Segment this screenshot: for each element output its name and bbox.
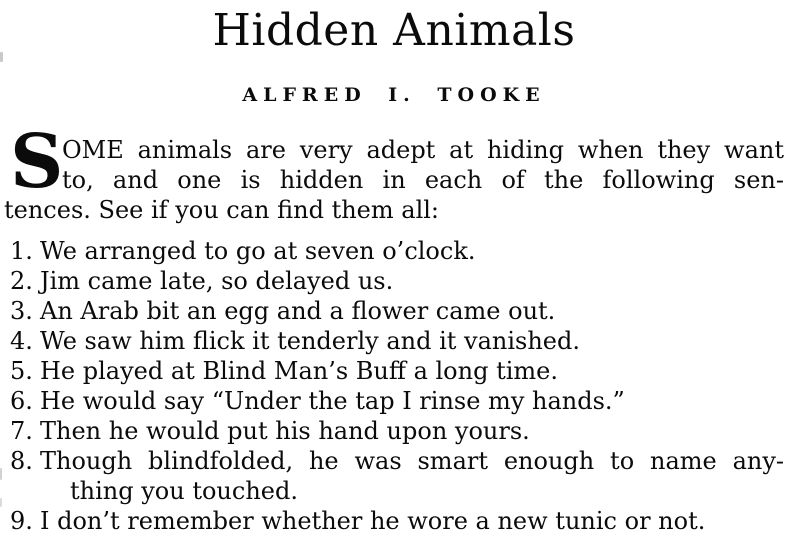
scan-artifact — [0, 498, 2, 507]
list-item — [4, 326, 784, 356]
item-number: 8. — [10, 447, 33, 475]
author-byline: ALFRED I. TOOKE — [242, 84, 546, 106]
intro-line-2: to, and one is hidden in each of the following sen- — [62, 166, 784, 194]
item-number: 3. — [10, 297, 33, 325]
intro-paragraph — [4, 119, 784, 225]
list-item — [4, 506, 784, 536]
item-text — [40, 236, 784, 266]
item-text — [40, 266, 784, 296]
item-line: An Arab bit an egg and a flower came out. — [40, 297, 556, 325]
list-item — [4, 446, 784, 506]
item-line: We saw him flick it tenderly and it vanished. — [40, 327, 580, 355]
item-line: Then he would put his hand upon yours. — [40, 417, 530, 445]
item-line: He would say “Under the tap I rinse my hands.” — [40, 387, 625, 415]
intro-line-3: tences. See if you can find them all: — [4, 196, 440, 224]
page-title: Hidden Animals — [212, 5, 576, 56]
item-number: 2. — [10, 267, 33, 295]
item-line: He played at Blind Man’s Buff a long time. — [40, 357, 558, 385]
item-number: 5. — [10, 357, 33, 385]
item-text — [40, 386, 784, 416]
item-text — [40, 356, 784, 386]
scan-artifact — [0, 52, 3, 62]
item-text — [40, 416, 784, 446]
puzzle-list — [4, 236, 784, 536]
list-item — [4, 236, 784, 266]
item-line-continuation: thing you touched. — [70, 477, 298, 505]
scan-artifact — [0, 468, 2, 480]
item-text — [40, 506, 784, 536]
item-line: Jim came late, so delayed us. — [40, 267, 394, 295]
item-line: We arranged to go at seven o’clock. — [40, 237, 476, 265]
list-item — [4, 386, 784, 416]
item-text — [40, 296, 784, 326]
item-text — [40, 446, 784, 506]
item-number: 7. — [10, 417, 33, 445]
list-item — [4, 356, 784, 386]
item-number: 4. — [10, 327, 33, 355]
list-item — [4, 266, 784, 296]
item-number: 6. — [10, 387, 33, 415]
item-number: 1. — [10, 237, 33, 265]
item-line: I don’t remember whether he wore a new tunic or not. — [40, 507, 706, 535]
item-number: 9. — [10, 507, 33, 535]
item-text — [40, 326, 784, 356]
dropcap-initial: S — [10, 119, 64, 205]
item-line: Though blindfolded, he was smart enough to name any- — [40, 447, 784, 475]
list-item — [4, 416, 784, 446]
list-item — [4, 296, 784, 326]
intro-line-1: OME animals are very adept at hiding when they want — [62, 136, 784, 164]
